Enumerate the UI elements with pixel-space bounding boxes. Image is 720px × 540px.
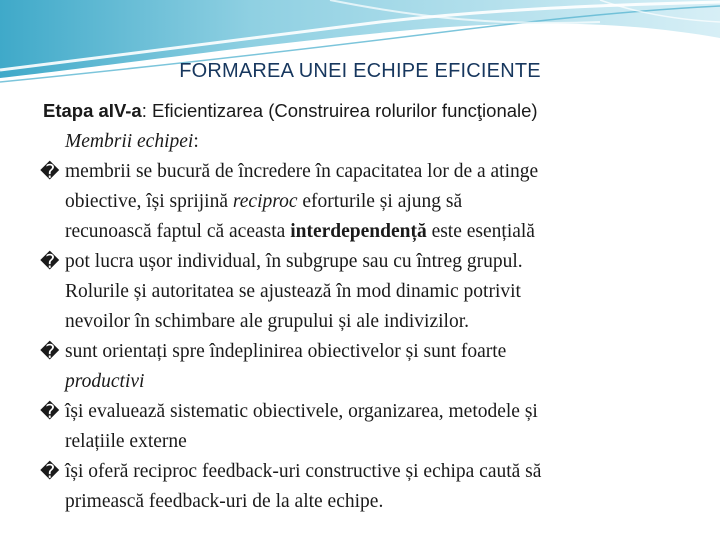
- slide-title: FORMAREA UNEI ECHIPE EFICIENTE: [179, 60, 541, 82]
- bullet-glyph-icon: �: [40, 251, 60, 273]
- bullet-line: pot lucra ușor individual, în subgrupe sau cu întreg grupul.: [65, 251, 523, 272]
- bullet-text: recunoască faptul că aceasta: [65, 221, 291, 242]
- bullet-text: eforturile și ajung să: [297, 191, 463, 212]
- bullet-line: primească feedback-uri de la alte echipe.: [65, 491, 384, 512]
- bullet-line: Rolurile și autoritatea se ajustează în mod dinamic potrivit: [65, 281, 521, 302]
- bullet-line: [65, 187, 710, 217]
- bullet-strong: interdependență: [290, 221, 427, 242]
- members-colon: :: [193, 131, 199, 152]
- bullet-line: productivi: [65, 371, 145, 392]
- bullet-line: relațiile externe: [65, 431, 187, 452]
- slide-body: [40, 96, 710, 517]
- bullet-line: nevoilor în schimbare ale grupului și ale indivizilor.: [65, 311, 469, 332]
- stage-label: Etapa aIV-a: [43, 100, 142, 121]
- bullet-text: este esențială: [426, 221, 535, 242]
- bullet-glyph-icon: �: [40, 401, 60, 423]
- members-heading: [40, 127, 710, 157]
- stage-description: : Eficientizarea (Construirea rolurilor funcţionale): [141, 100, 538, 121]
- bullet-item-flexibility: [40, 247, 710, 337]
- bullet-line: sunt orientați spre îndeplinirea obiectivelor și sunt foarte: [65, 341, 507, 362]
- bullet-line: își evaluează sistematic obiectivele, organizarea, metodele și: [65, 401, 538, 422]
- bullet-item-trust: [40, 157, 710, 247]
- bullet-text: obiective, își sprijină: [65, 191, 233, 212]
- bullet-emphasis: reciproc: [232, 191, 298, 212]
- bullet-line: își oferă reciproc feedback-uri constructive și echipa caută să: [65, 461, 542, 482]
- bullet-glyph-icon: �: [40, 341, 60, 363]
- bullet-item-feedback: [40, 457, 710, 517]
- bullet-glyph-icon: �: [40, 461, 60, 483]
- bullet-glyph-icon: �: [40, 161, 60, 183]
- bullet-line: [65, 217, 710, 247]
- members-label: Membrii echipei: [65, 131, 194, 152]
- stage-heading: [40, 96, 710, 127]
- bullet-line: membrii se bucură de încredere în capacitatea lor de a atinge: [65, 161, 539, 182]
- bullet-item-evaluation: [40, 397, 710, 457]
- bullet-item-goals: [40, 337, 710, 397]
